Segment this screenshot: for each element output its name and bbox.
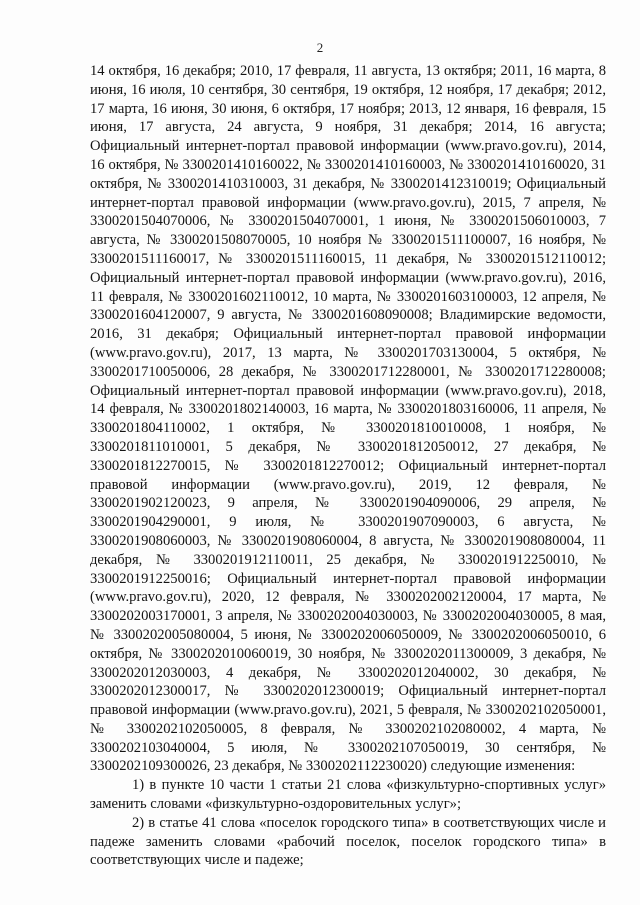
paragraph-item-1: 1) в пункте 10 части 1 статьи 21 слова «физкультурно-спортивных услуг» заменить словами «физкультурно-оздоровительных услуг»; bbox=[90, 777, 606, 813]
paragraph-item-2: 2) в статье 41 слова «поселок городского типа» в соответствующих числе и падеже заменить словами «рабочий поселок, поселок городского типа» в соответствующих числе и падеже; bbox=[90, 814, 606, 869]
document-body bbox=[90, 62, 606, 870]
page-number: 2 bbox=[316, 40, 324, 55]
paragraph-amendment-sources: 14 октября, 16 декабря; 2010, 17 февраля, 11 августа, 13 октября; 2011, 16 марта, 8 июня, 16 июля, 10 сентября, 30 сентября, 19 октября, 12 ноября, 17 декабря; 2012, 17 марта, 16 июня, 30 июня, 6 октября, 17 ноября; 2013, 12 января, 16 февраля, 15 июня, 17 августа, 24 августа, 9 ноября, 31 декабря; 2014, 16 августа; Официальный интернет-портал правовой информации (www.pravo.gov.ru), 2014, 16 октября, № 3300201410160022, № 3300201410160003, № 3300201410160020, 31 октября, № 3300201410310003, 31 декабря, № 3300201412310019; Официальный интернет-портал правовой информации (www.pravo.gov.ru), 2015, 7 апреля, № 3300201504070006, № 3300201504070001, 1 июня, № 3300201506010003, 7 августа, № 3300201508070005, 10 ноября № 3300201511100007, 16 ноября, № 3300201511160017, № 3300201511160015, 11 декабря, № 3300201512110012; Официальный интернет-портал правовой информации (www.pravo.gov.ru), 2016, 11 февраля, № 3300201602110012, 10 марта, № 3300201603100003, 12 апреля, № 3300201604120007, 9 августа, № 3300201608090008; Владимирские ведомости, 2016, 31 декабря; Официальный интернет-портал правовой информации (www.pravo.gov.ru), 2017, 13 марта, № 3300201703130004, 5 октября, № 3300201710050006, 28 декабря, № 3300201712280001, № 3300201712280008; Официальный интернет-портал правовой информации (www.pravo.gov.ru), 2018, 14 февраля, № 3300201802140003, 16 марта, № 3300201803160006, 11 апреля, № 3300201804110002, 1 октября, № 3300201810010008, 1 ноября, № 3300201811010001, 5 декабря, № 3300201812050012, 27 декабря, № 3300201812270015, № 3300201812270012; Официальный интернет-портал правовой информации (www.pravo.gov.ru), 2019, 12 февраля, № 3300201902120023, 9 апреля, № 3300201904090006, 29 апреля, № 3300201904290001, 9 июля, № 3300201907090003, 6 августа, № 3300201908060003, № 3300201908060004, 8 августа, № 3300201908080004, 11 декабря, № 3300201912110011, 25 декабря, № 3300201912250010, № 3300201912250016; Официальный интернет-портал правовой информации (www.pravo.gov.ru), 2020, 12 февраля, № 3300202002120004, 17 марта, № 3300202003170001, 3 апреля, № 3300202004030003, № 3300202004030005, 8 мая, № 3300202005080004, 5 июня, № 3300202006050009, № 3300202006050010, 6 октября, № 3300202010060019, 30 ноября, № 3300202011300009, 3 декабря, № 3300202012030003, 4 декабря, № 3300202012040002, 30 декабря, № 3300202012300017, № 3300202012300019; Официальный интернет-портал правовой информации (www.pravo.gov.ru), 2021, 5 февраля, № 3300202102050001, № 3300202102050005, 8 февраля, № 3300202102080002, 4 марта, № 3300202103040004, 5 июля, № 3300202107050019, 30 сентября, № 3300202109300026, 23 декабря, № 3300202112230020) следующие изменения: bbox=[90, 63, 606, 775]
